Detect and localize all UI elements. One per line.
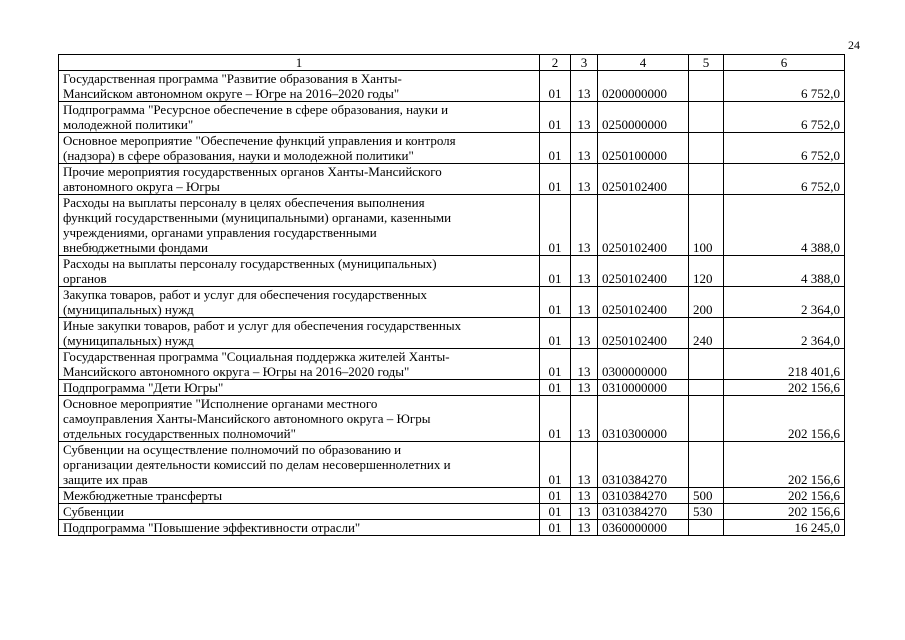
item-name-cell: Основное мероприятие "Исполнение органами местного самоуправления Ханты-Мансийского автономного округа – Югры отдельных государственных полномочий" [59, 396, 540, 442]
subsection-code-cell: 13 [571, 396, 598, 442]
amount-cell: 218 401,6 [724, 349, 845, 380]
section-code-cell: 01 [540, 520, 571, 536]
target-article-code-cell: 0250102400 [598, 195, 689, 256]
budget-table [58, 54, 845, 536]
amount-cell: 202 156,6 [724, 442, 845, 488]
subsection-code-cell: 13 [571, 442, 598, 488]
section-code-cell: 01 [540, 318, 571, 349]
subsection-code-cell: 13 [571, 520, 598, 536]
item-name-cell: Субвенции на осуществление полномочий по образованию и организации деятельности комиссий по делам несовершеннолетних и защите их прав [59, 442, 540, 488]
section-code-cell: 01 [540, 380, 571, 396]
table-row [59, 520, 845, 536]
page-number: 24 [848, 38, 860, 52]
target-article-code-cell: 0310384270 [598, 504, 689, 520]
subsection-code-cell: 13 [571, 102, 598, 133]
amount-cell: 6 752,0 [724, 164, 845, 195]
amount-cell: 6 752,0 [724, 133, 845, 164]
item-name-cell: Иные закупки товаров, работ и услуг для обеспечения государственных (муниципальных) нужд [59, 318, 540, 349]
column-header: 4 [598, 55, 689, 71]
item-name-cell: Государственная программа "Развитие образования в Ханты- Мансийском автономном округе – Югре на 2016–2020 годы" [59, 71, 540, 102]
column-header: 5 [689, 55, 724, 71]
amount-cell: 6 752,0 [724, 71, 845, 102]
table-row [59, 488, 845, 504]
subsection-code-cell: 13 [571, 287, 598, 318]
item-name-cell: Субвенции [59, 504, 540, 520]
expense-type-code-cell [689, 520, 724, 536]
section-code-cell: 01 [540, 287, 571, 318]
table-row [59, 287, 845, 318]
subsection-code-cell: 13 [571, 380, 598, 396]
subsection-code-cell: 13 [571, 195, 598, 256]
table-row [59, 195, 845, 256]
item-name-cell: Подпрограмма "Дети Югры" [59, 380, 540, 396]
expense-type-code-cell [689, 349, 724, 380]
target-article-code-cell: 0250102400 [598, 164, 689, 195]
column-header: 2 [540, 55, 571, 71]
subsection-code-cell: 13 [571, 133, 598, 164]
target-article-code-cell: 0310384270 [598, 488, 689, 504]
amount-cell: 202 156,6 [724, 396, 845, 442]
target-article-code-cell: 0360000000 [598, 520, 689, 536]
target-article-code-cell: 0250102400 [598, 287, 689, 318]
expense-type-code-cell [689, 102, 724, 133]
expense-type-code-cell [689, 380, 724, 396]
column-header: 6 [724, 55, 845, 71]
amount-cell: 202 156,6 [724, 488, 845, 504]
table-row [59, 396, 845, 442]
table-row [59, 442, 845, 488]
table-row [59, 133, 845, 164]
section-code-cell: 01 [540, 488, 571, 504]
section-code-cell: 01 [540, 71, 571, 102]
section-code-cell: 01 [540, 195, 571, 256]
target-article-code-cell: 0310300000 [598, 396, 689, 442]
table-row [59, 318, 845, 349]
expense-type-code-cell: 530 [689, 504, 724, 520]
table-row [59, 380, 845, 396]
item-name-cell: Подпрограмма "Ресурсное обеспечение в сфере образования, науки и молодежной политики" [59, 102, 540, 133]
table-row [59, 164, 845, 195]
section-code-cell: 01 [540, 133, 571, 164]
subsection-code-cell: 13 [571, 504, 598, 520]
amount-cell: 6 752,0 [724, 102, 845, 133]
table-row [59, 256, 845, 287]
amount-cell: 4 388,0 [724, 256, 845, 287]
section-code-cell: 01 [540, 396, 571, 442]
item-name-cell: Государственная программа "Социальная поддержка жителей Ханты- Мансийского автономного округа – Югры на 2016–2020 годы" [59, 349, 540, 380]
section-code-cell: 01 [540, 349, 571, 380]
target-article-code-cell: 0310000000 [598, 380, 689, 396]
table-row [59, 102, 845, 133]
amount-cell: 16 245,0 [724, 520, 845, 536]
amount-cell: 2 364,0 [724, 287, 845, 318]
target-article-code-cell: 0250000000 [598, 102, 689, 133]
expense-type-code-cell [689, 396, 724, 442]
amount-cell: 4 388,0 [724, 195, 845, 256]
expense-type-code-cell: 500 [689, 488, 724, 504]
expense-type-code-cell: 240 [689, 318, 724, 349]
amount-cell: 2 364,0 [724, 318, 845, 349]
expense-type-code-cell [689, 133, 724, 164]
subsection-code-cell: 13 [571, 164, 598, 195]
item-name-cell: Подпрограмма "Повышение эффективности отрасли" [59, 520, 540, 536]
section-code-cell: 01 [540, 164, 571, 195]
target-article-code-cell: 0250100000 [598, 133, 689, 164]
amount-cell: 202 156,6 [724, 380, 845, 396]
item-name-cell: Расходы на выплаты персоналу государственных (муниципальных) органов [59, 256, 540, 287]
item-name-cell: Основное мероприятие "Обеспечение функций управления и контроля (надзора) в сфере образования, науки и молодежной политики" [59, 133, 540, 164]
column-header: 3 [571, 55, 598, 71]
column-header: 1 [59, 55, 540, 71]
subsection-code-cell: 13 [571, 256, 598, 287]
target-article-code-cell: 0310384270 [598, 442, 689, 488]
expense-type-code-cell: 120 [689, 256, 724, 287]
table-header-row [59, 55, 845, 71]
item-name-cell: Межбюджетные трансферты [59, 488, 540, 504]
target-article-code-cell: 0300000000 [598, 349, 689, 380]
subsection-code-cell: 13 [571, 349, 598, 380]
expense-type-code-cell: 100 [689, 195, 724, 256]
section-code-cell: 01 [540, 504, 571, 520]
target-article-code-cell: 0250102400 [598, 256, 689, 287]
subsection-code-cell: 13 [571, 71, 598, 102]
amount-cell: 202 156,6 [724, 504, 845, 520]
expense-type-code-cell [689, 164, 724, 195]
subsection-code-cell: 13 [571, 488, 598, 504]
target-article-code-cell: 0200000000 [598, 71, 689, 102]
expense-type-code-cell: 200 [689, 287, 724, 318]
subsection-code-cell: 13 [571, 318, 598, 349]
target-article-code-cell: 0250102400 [598, 318, 689, 349]
expense-type-code-cell [689, 71, 724, 102]
expense-type-code-cell [689, 442, 724, 488]
item-name-cell: Закупка товаров, работ и услуг для обеспечения государственных (муниципальных) нужд [59, 287, 540, 318]
section-code-cell: 01 [540, 256, 571, 287]
table-row [59, 71, 845, 102]
table-row [59, 504, 845, 520]
section-code-cell: 01 [540, 442, 571, 488]
section-code-cell: 01 [540, 102, 571, 133]
item-name-cell: Расходы на выплаты персоналу в целях обеспечения выполнения функций государственными (муниципальными) органами, казенными учреждениями, органами управления государственными внебюджетными фондами [59, 195, 540, 256]
table-row [59, 349, 845, 380]
item-name-cell: Прочие мероприятия государственных органов Ханты-Мансийского автономного округа – Югры [59, 164, 540, 195]
